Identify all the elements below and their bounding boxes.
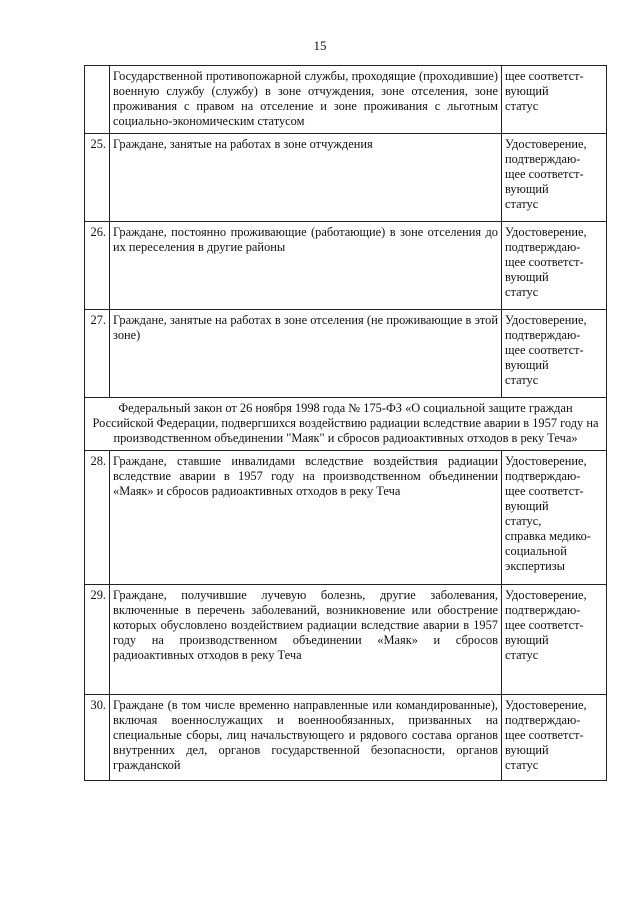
table-row	[85, 66, 607, 134]
document-line: Удостоверение,	[505, 588, 587, 602]
row-document	[502, 134, 607, 222]
document-line: статус	[505, 99, 539, 113]
document-line: вующий	[505, 499, 549, 513]
row-document	[502, 585, 607, 695]
row-document	[502, 310, 607, 398]
document-line: щее соответст-	[505, 618, 584, 632]
document-line: статус	[505, 648, 539, 662]
table-row	[85, 451, 607, 585]
document-line: статус	[505, 758, 539, 772]
row-number: 29.	[85, 585, 110, 695]
row-number: 30.	[85, 695, 110, 781]
row-number: 28.	[85, 451, 110, 585]
table-row	[85, 310, 607, 398]
document-line: подтверждаю-	[505, 469, 581, 483]
document-line: вующий	[505, 182, 549, 196]
document-line: подтверждаю-	[505, 603, 581, 617]
benefits-table	[84, 65, 607, 781]
row-description: Граждане, получившие лучевую болезнь, другие заболевания, включенные в перечень заболеваний, возникновение или обострение которых обусловлено воздействием радиации вследствие аварии в 1957 году на производственном объединении «Маяк» и сбросов радиоактивных отходов в реку Теча	[110, 585, 502, 695]
row-description: Граждане, занятые на работах в зоне отселения (не проживающие в этой зоне)	[110, 310, 502, 398]
table-row	[85, 585, 607, 695]
row-description: Граждане, ставшие инвалидами вследствие воздействия радиации вследствие аварии в 1957 году на производственном объединении «Маяк» и сбросов радиоактивных отходов в реку Теча	[110, 451, 502, 585]
table-row	[85, 134, 607, 222]
row-document	[502, 695, 607, 781]
document-line: Удостоверение,	[505, 313, 587, 327]
document-line: вующий	[505, 270, 549, 284]
document-line: вующий	[505, 743, 549, 757]
document-line: статус	[505, 285, 539, 299]
document-line: щее соответст-	[505, 343, 584, 357]
table-row	[85, 222, 607, 310]
document-line: социальной	[505, 544, 567, 558]
row-description: Граждане, постоянно проживающие (работающие) в зоне отселения до их переселения в другие районы	[110, 222, 502, 310]
document-line: подтверждаю-	[505, 152, 581, 166]
document-line: подтверждаю-	[505, 328, 581, 342]
document-line: щее соответст-	[505, 167, 584, 181]
document-line: подтверждаю-	[505, 240, 581, 254]
page-number: 15	[313, 38, 327, 53]
document-line: статус,	[505, 514, 542, 528]
row-number: 26.	[85, 222, 110, 310]
row-document	[502, 222, 607, 310]
document-line: вующий	[505, 358, 549, 372]
document-line: подтверждаю-	[505, 713, 581, 727]
row-document	[502, 66, 607, 134]
document-line: щее соответст-	[505, 484, 584, 498]
document-line: Удостоверение,	[505, 137, 587, 151]
section-heading-row	[85, 398, 607, 451]
document-line: вующий	[505, 633, 549, 647]
row-description: Граждане (в том числе временно направленные или командированные), включая военнослужащих и военнообязанных, призванных на специальные сборы, лиц начальствующего и рядового состава органов внутренних дел, органов государственной безопасности, органов гражданской	[110, 695, 502, 781]
document-line: статус	[505, 197, 539, 211]
document-line: вующий	[505, 84, 549, 98]
document-line: Удостоверение,	[505, 454, 587, 468]
row-document	[502, 451, 607, 585]
row-number: 25.	[85, 134, 110, 222]
document-line: справка медико-	[505, 529, 591, 543]
row-number	[85, 66, 110, 134]
document-line: щее соответст-	[505, 255, 584, 269]
document-line: Удостоверение,	[505, 698, 587, 712]
document-line: щее соответст-	[505, 728, 584, 742]
document-line: Удостоверение,	[505, 225, 587, 239]
row-number: 27.	[85, 310, 110, 398]
table-row	[85, 695, 607, 781]
document-line: статус	[505, 373, 539, 387]
document-line: экспертизы	[505, 559, 565, 573]
row-description: Государственной противопожарной службы, проходящие (проходившие) военную службу (службу) в зоне отчуждения, зоне отселения, зоне проживания с правом на отселение и зоне проживания с льготным социально-экономическим статусом	[110, 66, 502, 134]
document-line: щее соответст-	[505, 69, 584, 83]
row-description: Граждане, занятые на работах в зоне отчуждения	[110, 134, 502, 222]
section-heading: Федеральный закон от 26 ноября 1998 года № 175-ФЗ «О социальной защите граждан Российской Федерации, подвергшихся воздействию радиации вследствие аварии в 1957 году на производственном объединении "Маяк" и сбросов радиоактивных отходов в реку Теча»	[85, 398, 607, 451]
